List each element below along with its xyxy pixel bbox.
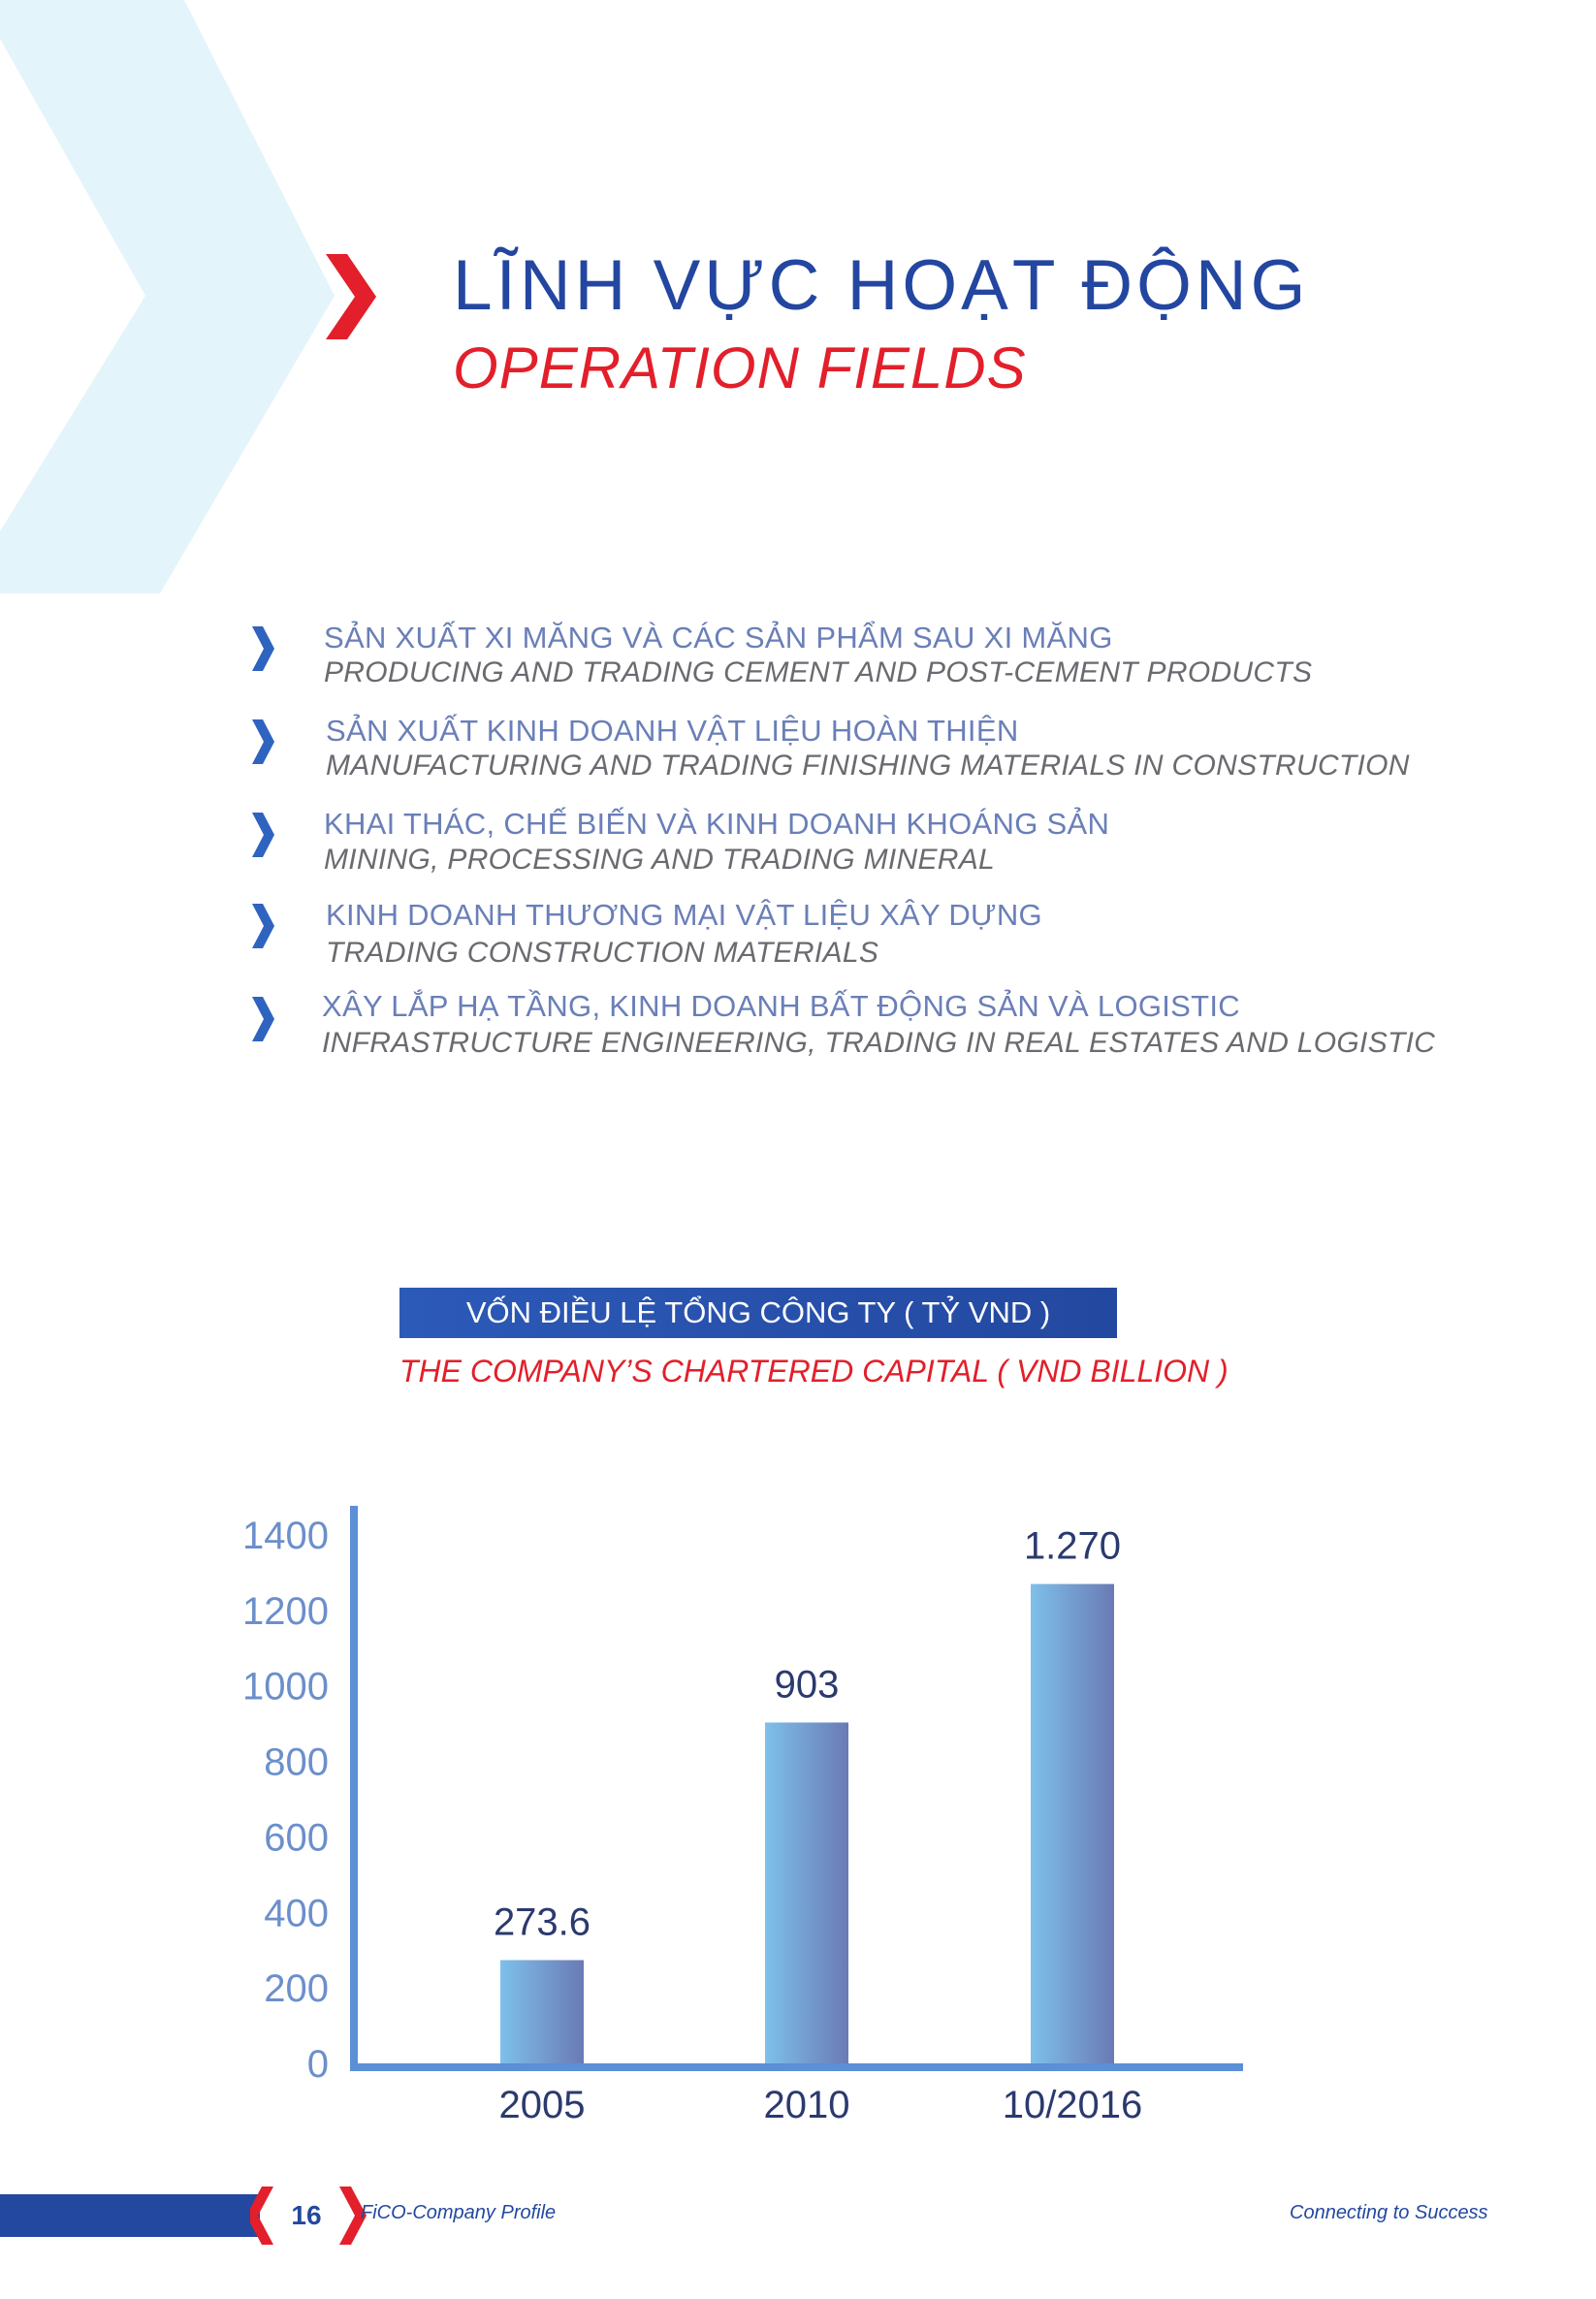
- y-tick-label: 200: [264, 1967, 329, 2011]
- y-tick-label: 600: [264, 1816, 329, 1860]
- bar-value-label: 273.6: [493, 1900, 591, 1944]
- page-subtitle: OPERATION FIELDS: [453, 335, 1027, 400]
- capital-title-box: VỐN ĐIỀU LỆ TỔNG CÔNG TY ( TỶ VND ): [399, 1288, 1117, 1338]
- bar-1: [500, 1960, 584, 2063]
- chevron-right-icon: [250, 813, 275, 857]
- chevron-right-icon: [250, 626, 275, 671]
- capital-bar-chart: [0, 1454, 1596, 2133]
- field-title-vn: KINH DOANH THƯƠNG MẠI VẬT LIỆU XÂY DỰNG: [326, 898, 1042, 932]
- y-tick-label: 400: [264, 1892, 329, 1935]
- y-tick-label: 1200: [242, 1589, 329, 1633]
- field-title-vn: XÂY LẮP HẠ TẦNG, KINH DOANH BẤT ĐỘNG SẢN VÀ LOGISTIC: [322, 989, 1240, 1023]
- title-chevron-icon: [324, 254, 378, 339]
- footer-bar: [0, 2194, 260, 2237]
- bar-2: [765, 1722, 848, 2063]
- field-title-vn: KHAI THÁC, CHẾ BIẾN VÀ KINH DOANH KHOÁNG SẢN: [324, 807, 1110, 841]
- bar-value-label: 903: [774, 1663, 840, 1707]
- bar-3: [1031, 1584, 1114, 2063]
- field-title-en: MINING, PROCESSING AND TRADING MINERAL: [324, 844, 996, 876]
- chevron-right-icon: [250, 719, 275, 764]
- footer-tagline: Connecting to Success: [1290, 2202, 1488, 2223]
- field-title-en: MANUFACTURING AND TRADING FINISHING MATERIALS IN CONSTRUCTION: [326, 750, 1410, 782]
- x-tick-label: 2005: [498, 2084, 586, 2126]
- field-title-en: TRADING CONSTRUCTION MATERIALS: [326, 937, 879, 969]
- footer-company-profile: FiCO-Company Profile: [361, 2202, 557, 2223]
- chevron-right-icon: [250, 904, 275, 948]
- field-title-vn: SẢN XUẤT XI MĂNG VÀ CÁC SẢN PHẨM SAU XI MĂNG: [324, 621, 1113, 655]
- page-title: LĨNH VỰC HOẠT ĐỘNG: [453, 246, 1310, 325]
- chevron-right-icon: [250, 997, 275, 1041]
- y-tick-label: 1000: [242, 1665, 329, 1708]
- y-tick-label: 800: [264, 1740, 329, 1784]
- capital-subtitle: THE COMPANY’S CHARTERED CAPITAL ( VND BILLION ): [399, 1354, 1229, 1389]
- y-axis-line: [350, 1506, 358, 2070]
- background-chevron-shape: [0, 0, 349, 601]
- field-title-vn: SẢN XUẤT KINH DOANH VẬT LIỆU HOÀN THIỆN: [326, 714, 1019, 748]
- page-number: 16: [291, 2200, 322, 2230]
- y-tick-label: 0: [306, 2043, 329, 2086]
- y-tick-label: 1400: [242, 1514, 329, 1557]
- x-tick-label: 2010: [763, 2084, 850, 2126]
- field-title-en: PRODUCING AND TRADING CEMENT AND POST-CEMENT PRODUCTS: [324, 656, 1313, 688]
- x-axis-line: [350, 2063, 1243, 2071]
- x-tick-label: 10/2016: [1002, 2084, 1143, 2126]
- bar-value-label: 1.270: [1023, 1524, 1122, 1568]
- field-title-en: INFRASTRUCTURE ENGINEERING, TRADING IN REAL ESTATES AND LOGISTIC: [322, 1027, 1436, 1059]
